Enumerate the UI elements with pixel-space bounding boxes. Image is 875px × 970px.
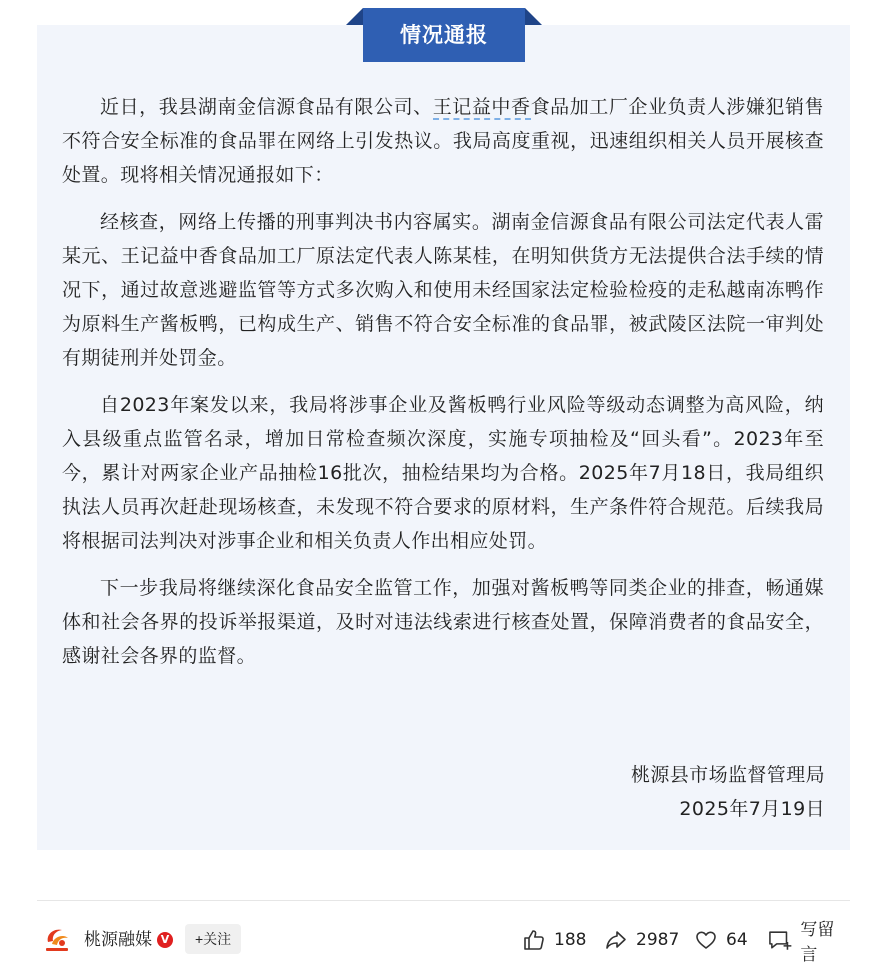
paragraph-1-text-start: 近日，我县湖南金信源食品有限公司、 [100,96,433,118]
like-count: 188 [554,930,587,950]
share-button[interactable] [604,926,679,954]
notice-body [62,90,824,685]
signature-date: 2025年7月19日 [679,798,825,820]
write-comment-label: 写留言 [800,920,835,965]
paragraph-1-text-end: 食品加工厂企业负责人涉嫌犯销售不符合安全标准的食品罪在网络上引发热议。我局高度重视，迅速组织相关人员开展核查处置。现将相关情况通报如下： [62,96,824,187]
account-name[interactable]: 桃源融媒 [84,930,152,950]
comment-plus-icon [767,928,792,952]
signature-org: 桃源县市场监督管理局 [630,764,825,786]
share-arrow-icon [604,928,628,952]
banner-title: 情况通报 [400,23,488,47]
keyword-link[interactable]: 王记益中香 [432,96,531,118]
notice-banner [346,8,542,62]
write-comment-button[interactable] [767,920,850,965]
paragraph-2: 经核查，网络上传播的刑事判决书内容属实。湖南金信源食品有限公司法定代表人雷某元、王记益中香食品加工厂原法定代表人陈某桂，在明知供货方无法提供合法手续的情况下，通过故意逃避监管等方式多次购入和使用未经国家法定检验检疫的走私越南冻鸭作为原料生产酱板鸭，已构成生产、销售不符合安全标准的食品罪，被武陵区法院一审判处有期徒刑并处罚金。 [62,210,824,370]
verified-v-icon: V [157,932,173,948]
thumbs-up-icon [522,928,546,952]
like-button[interactable] [522,926,586,954]
paragraph-3: 自2023年案发以来，我局将涉事企业及酱板鸭行业风险等级动态调整为高风险，纳入县级重点监管名录，增加日常检查频次深度，实施专项抽检及“回头看”。2023年至今，累计对两家企业产品抽检16批次，抽检结果均为合格。2025年7月18日，我局组织执法人员再次赶赴现场核查，未发现不符合要求的原材料，生产条件符合规范。后续我局将根据司法判决对涉事企业和相关负责人作出相应处罚。 [62,393,824,553]
paragraph-1 [62,90,824,193]
favorite-count: 64 [726,930,748,950]
taoyuan-media-logo-icon[interactable] [42,924,72,954]
heart-icon [694,928,718,952]
post-footer [37,918,850,965]
favorite-button[interactable] [694,926,748,954]
share-count: 2987 [636,930,680,950]
footer-divider [37,900,850,901]
follow-button[interactable]: +关注 [185,924,241,954]
paragraph-4: 下一步我局将继续深化食品安全监管工作，加强对酱板鸭等同类企业的排查，畅通媒体和社会各界的投诉举报渠道，及时对违法线索进行核查处置，保障消费者的食品安全，感谢社会各界的监督。 [62,576,824,668]
signature [631,758,825,826]
